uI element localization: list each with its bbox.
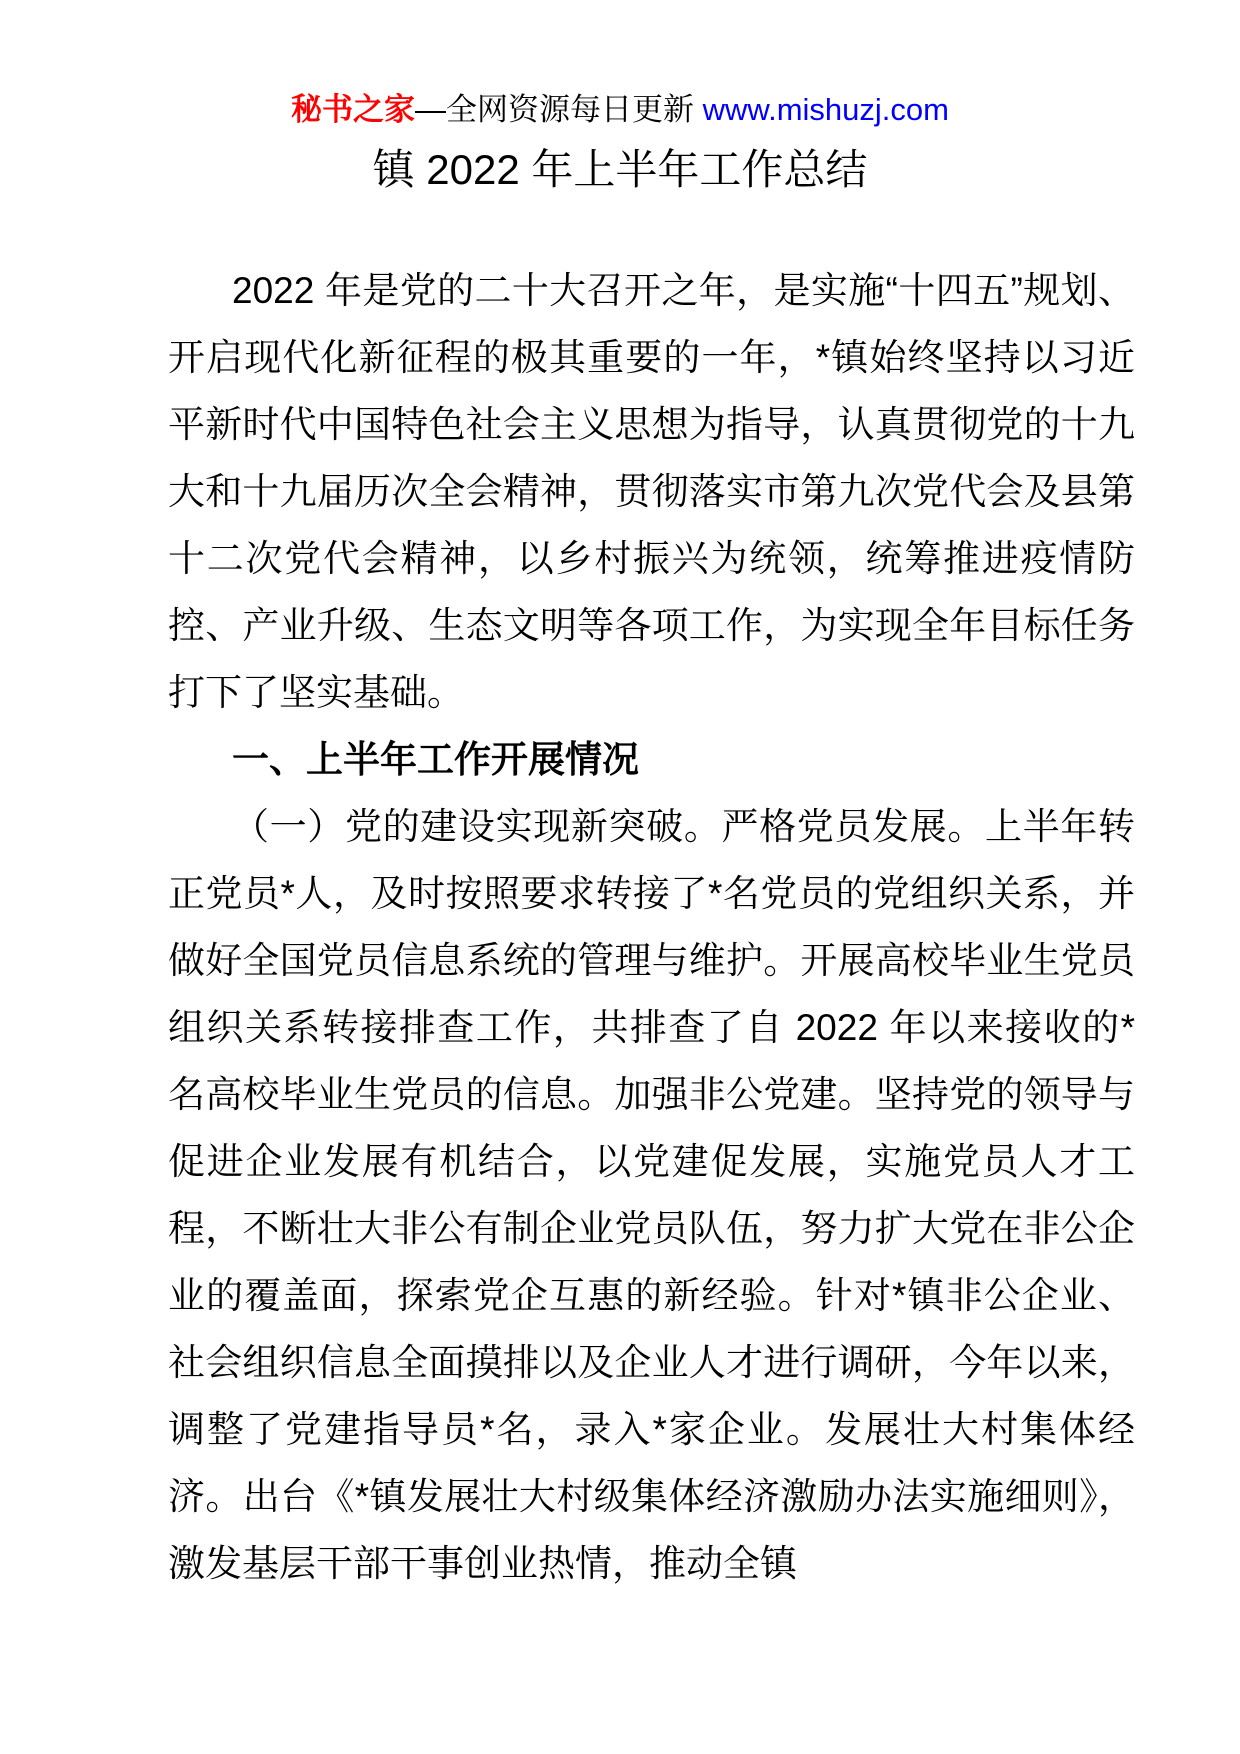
document-title: 镇 2022 年上半年工作总结 [372,146,868,193]
site-brand-text: 秘书之家 [291,92,416,127]
site-tagline-text: —全网资源每日更新 [415,92,703,127]
paragraph: （一）党的建设实现新突破。严格党员发展。上半年转正党员*人，及时按照要求转接了*名党员的党组织关系，并做好全国党员信息系统的管理与维护。开展高校毕业生党员组织关系转接排查工作，共排查了自 2022 年以来接收的*名高校毕业生党员的信息。加强非公党建。坚持党的领导与促进企业发展有机结合，以党建促发展，实施党员人才工程，不断壮大非公有制企业党员队伍，努力扩大党在非公企业的覆盖面，探索党企互惠的新经验。针对*镇非公企业、社会组织信息全面摸排以及企业人才进行调研，今年以来，调整了党建指导员*名，录入*家企业。发展壮大村集体经济。出台《*镇发展壮大村级集体经济激励办法实施细则》，激发基层干部干事创业热情，推动全镇 [168,806,1135,1584]
paragraph: 2022 年是党的二十大召开之年，是实施“十四五”规划、开启现代化新征程的极其重要的一年，*镇始终坚持以习近平新时代中国特色社会主义思想为指导，认真贯彻党的十九大和十九届历次全会精神，贯彻落实市第九次党代会及县第十二次党代会精神，以乡村振兴为统领，统筹推进疫情防控、产业升级、生态文明等各项工作，为实现全年目标任务打下了坚实基础。 [168,270,1135,713]
section-heading: 一、上半年工作开展情况 [232,739,639,780]
document-body [168,257,1135,1597]
site-watermark-header [0,88,1240,132]
site-url-link[interactable]: www.mishuzj.com [702,92,949,127]
